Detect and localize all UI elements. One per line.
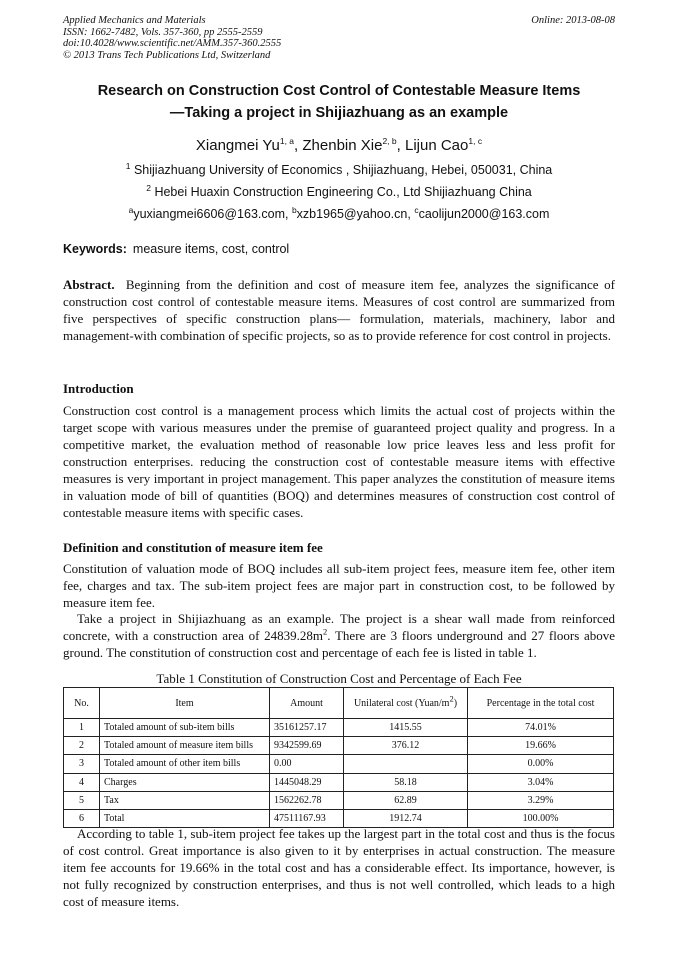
table-caption: Table 1 Constitution of Construction Cost and Percentage of Each Fee <box>156 671 522 686</box>
cell-unilateral: 1415.55 <box>344 719 468 737</box>
definition-paragraph-2 <box>63 610 615 661</box>
journal-name: Applied Mechanics and Materials <box>63 15 206 26</box>
author-sup: 1, c <box>468 136 483 146</box>
keywords-text: measure items, cost, control <box>132 242 290 256</box>
section-heading-introduction: Introduction <box>63 381 134 396</box>
section-heading-definition: Definition and constitution of measure item fee <box>63 540 323 555</box>
cell-amount: 35161257.17 <box>270 719 344 737</box>
abstract <box>63 276 615 344</box>
email-link[interactable]: caolijun2000@163.com <box>418 207 550 221</box>
paragraph-text: . There are 3 floors underground and 27 floors above ground. The constitution of construction cost and percentage of each fee is listed in table 1. <box>63 628 616 660</box>
cell-unilateral: 58.18 <box>344 773 468 791</box>
journal-header <box>63 15 615 61</box>
email-line <box>0 204 678 221</box>
cell-no: 3 <box>64 755 100 773</box>
author-sup: 1, a <box>279 136 295 146</box>
cell-item: Tax <box>100 791 270 809</box>
header-text: Unilateral cost (Yuan/m <box>353 697 450 709</box>
cell-amount: 1445048.29 <box>270 773 344 791</box>
table-row <box>64 791 614 809</box>
copyright-line: © 2013 Trans Tech Publications Ltd, Switzerland <box>63 49 271 61</box>
affiliation-text: Hebei Huaxin Construction Engineering Co., Ltd Shijiazhuang China <box>154 185 532 199</box>
title-line-2: —Taking a project in Shijiazhuang as an example <box>169 105 509 121</box>
author-list: Xiangmei Yu$^{1, a}$, Zhenbin Xie$^{2, b}$, Lijun Cao$^{1, c}$ <box>195 136 483 154</box>
superscript: 2 <box>323 626 328 637</box>
affiliation-text: Shijiazhuang University of Economics , Shijiazhuang, Hebei, 050031, China <box>133 163 553 177</box>
affiliation-1 <box>0 160 678 177</box>
cell-unilateral: 376.12 <box>344 737 468 755</box>
author-name: Zhenbin Xie <box>302 137 383 154</box>
email-link[interactable]: xzb1965@yahoo.cn, <box>296 207 415 221</box>
cost-table <box>63 687 614 828</box>
cell-item: Totaled amount of other item bills <box>100 755 270 773</box>
cell-percentage: 0.00% <box>468 755 614 773</box>
cell-percentage: 74.01% <box>468 719 614 737</box>
header-amount: Amount <box>270 688 344 719</box>
author-sup: 2, b <box>382 136 397 146</box>
header-text: ) <box>453 697 458 709</box>
paper-title <box>0 80 678 124</box>
cell-no: 4 <box>64 773 100 791</box>
header-item: Item <box>100 688 270 719</box>
definition-paragraph-1: Constitution of valuation mode of BOQ includes all sub-item project fees, measure item fee, other item fee, charges and tax. The sub-item project fees are major part in construction cost, to be followed by measure item fee. <box>63 561 615 610</box>
author-name: Lijun Cao <box>404 137 469 154</box>
cell-item: Totaled amount of measure item bills <box>100 737 270 755</box>
cell-unilateral <box>344 755 468 773</box>
keywords <box>63 242 289 256</box>
cell-no: 2 <box>64 737 100 755</box>
header-percentage: Percentage in the total cost <box>468 688 614 719</box>
cell-amount: 47511167.93 <box>270 809 344 827</box>
affiliation-2 <box>0 182 678 199</box>
abstract-label: Abstract. <box>63 277 115 292</box>
cell-percentage: 100.00% <box>468 809 614 827</box>
closing-paragraph: According to table 1, sub-item project fee takes up the largest part in the total cost and thus is the focus of cost control. Great importance is also given to it by enterprises in actual construction. The measure item fee accounts for 19.66% in the total cost and has a considerable effect. Its importance, however, is not fully recognized by construction enterprises, and thus is not well controlled, which leads to a high cost of measure items. <box>63 826 615 909</box>
title-line-1: Research on Construction Cost Control of Contestable Measure Items <box>97 83 581 99</box>
issn-line: ISSN: 1662-7482, Vols. 357-360, pp 2555-2559 <box>63 26 263 38</box>
keywords-label: Keywords: <box>63 242 127 256</box>
table-row <box>64 773 614 791</box>
header-sup: 2 <box>449 693 454 704</box>
cell-no: 1 <box>64 719 100 737</box>
cell-unilateral: 1912.74 <box>344 809 468 827</box>
email-sup: b <box>291 204 297 215</box>
affiliation-sup: 1 <box>125 160 131 171</box>
table-row <box>64 737 614 755</box>
header-no: No. <box>64 688 100 719</box>
abstract-text: Beginning from the definition and cost of measure item fee, analyzes the significance of construction cost control of contestable measure items. Measures of cost control are summarized from five perspectives of specific construction plans— formulation, materials, machinery, labor and management-with combination of specific projects, so as to provide reference for cost control in projects. <box>63 277 616 343</box>
cell-amount: 0.00 <box>270 755 344 773</box>
cell-unilateral: 62.89 <box>344 791 468 809</box>
online-date: Online: 2013-08-08 <box>531 15 615 26</box>
table-header-row <box>64 688 614 719</box>
affiliation-sup: 2 <box>146 182 151 193</box>
cell-percentage: 3.29% <box>468 791 614 809</box>
introduction-paragraph: Construction cost control is a management process which limits the actual cost of projects within the target scope with various measures under the premise of guaranteed project quality and progress. In a competitive market, the evaluation method of reasonable low price leaves less and less profit for construction enterprises. reducing the construction cost of contestable measure items with effective measures is very important in project management. This paper analyzes the constitution of measure items in valuation mode of bill of quantities (BOQ) and determines measures of construction cost control of contestable measure items with specific cases. <box>63 403 615 520</box>
cell-item: Totaled amount of sub-item bills <box>100 719 270 737</box>
cell-amount: 9342599.69 <box>270 737 344 755</box>
email-sup: a <box>128 204 134 215</box>
cell-no: 6 <box>64 809 100 827</box>
table-row <box>64 719 614 737</box>
cell-amount: 1562262.78 <box>270 791 344 809</box>
header-unilateral <box>344 688 468 719</box>
doi-line: doi:10.4028/www.scientific.net/AMM.357-360.2555 <box>63 38 282 50</box>
cell-no: 5 <box>64 791 100 809</box>
paragraph-text: Take a project in Shijiazhuang as an example. The project is a shear wall made from reinforced concrete, with a construction area of 24839.28m <box>63 611 615 643</box>
cell-percentage: 3.04% <box>468 773 614 791</box>
cell-percentage: 19.66% <box>468 737 614 755</box>
cell-item: Total <box>100 809 270 827</box>
cell-item: Charges <box>100 773 270 791</box>
email-sup: c <box>414 204 419 215</box>
email-link[interactable]: yuxiangmei6606@163.com, <box>133 207 292 221</box>
author-name: Xiangmei Yu <box>195 137 280 154</box>
table-row <box>64 755 614 773</box>
